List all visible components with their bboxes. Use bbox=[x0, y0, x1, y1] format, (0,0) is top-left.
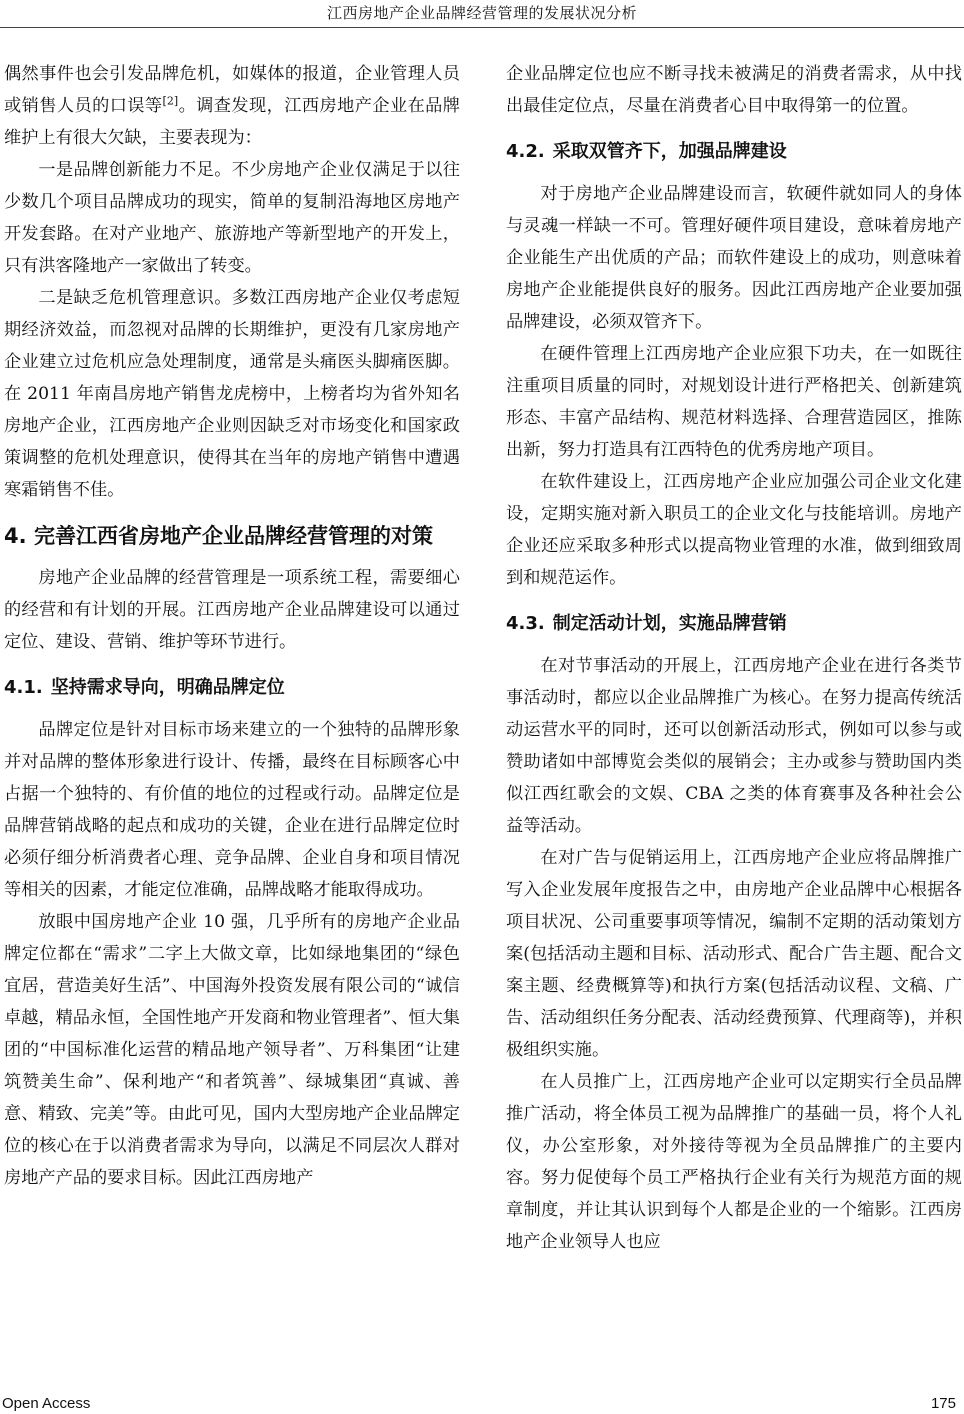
paragraph: 对于房地产企业品牌建设而言，软硬件就如同人的身体与灵魂一样缺一不可。管理好硬件项目建设，意味着房地产企业能生产出优质的产品；而软件建设上的成功，则意味着房地产企业能提供良好的服务。因此江西房地产企业要加强品牌建设，必须双管齐下。 bbox=[506, 184, 962, 332]
paragraph: 偶然事件也会引发品牌危机，如媒体的报道，企业管理人员或销售人员的口误等[2]。调查发现，江西房地产企业在品牌维护上有很大欠缺，主要表现为： bbox=[4, 64, 460, 148]
section-heading-4-2: 4.2. 采取双管齐下，加强品牌建设 bbox=[506, 141, 787, 162]
paragraph: 在硬件管理上江西房地产企业应狠下功夫，在一如既往注重项目质量的同时，对规划设计进行严格把关、创新建筑形态、丰富产品结构、规范材料选择、合理营造园区，推陈出新，努力打造具有江西特色的优秀房地产项目。 bbox=[506, 344, 962, 460]
paragraph: 放眼中国房地产企业 10 强，几乎所有的房地产企业品牌定位都在“需求”二字上大做文章，比如绿地集团的“绿色宜居，营造美好生活”、中国海外投资发展有限公司的“诚信卓越，精品永恒，全国性地产开发商和物业管理者”、恒大集团的“中国标准化运营的精品地产领导者”、万科集团“让建筑赞美生命”、保利地产“和者筑善”、绿城集团“真诚、善意、精致、完美”等。由此可见，国内大型房地产企业品牌定位的核心在于以消费者需求为导向，以满足不同层次人群对房地产产品的要求目标。因此江西房地产 bbox=[4, 912, 460, 1188]
header-rule bbox=[0, 27, 964, 28]
section-heading-4-1: 4.1. 坚持需求导向，明确品牌定位 bbox=[4, 677, 285, 698]
footer-journal: Open Access bbox=[2, 1395, 91, 1412]
footer-page-number: 175 bbox=[930, 1395, 956, 1412]
running-header: 江西房地产企业品牌经营管理的发展状况分析 bbox=[326, 4, 637, 22]
paragraph: 企业品牌定位也应不断寻找未被满足的消费者需求，从中找出最佳定位点，尽量在消费者心目中取得第一的位置。 bbox=[506, 64, 962, 116]
left-column bbox=[4, 58, 460, 1194]
paragraph: 在对节事活动的开展上，江西房地产企业在进行各类节事活动时，都应以企业品牌推广为核心。在努力提高传统活动运营水平的同时，还可以创新活动形式，例如可以参与或赞助诸如中部博览会类似的展销会；主办或参与赞助国内类似江西红歌会的文娱、CBA 之类的体育赛事及各种社会公益等活动。 bbox=[506, 656, 962, 836]
section-heading-4: 4. 完善江西省房地产企业品牌经营管理的对策 bbox=[4, 524, 433, 548]
right-column bbox=[506, 58, 962, 1258]
paragraph: 在对广告与促销运用上，江西房地产企业应将品牌推广写入企业发展年度报告之中，由房地产企业品牌中心根据各项目状况、公司重要事项等情况，编制不定期的活动策划方案(包括活动主题和目标、活动形式、配合广告主题、配合文案主题、经费概算等)和执行方案(包括活动议程、文稿、广告、活动组织任务分配表、活动经费预算、代理商等)，并积极组织实施。 bbox=[506, 848, 962, 1060]
citation-ref[interactable]: [2] bbox=[162, 94, 179, 108]
paragraph: 品牌定位是针对目标市场来建立的一个独特的品牌形象并对品牌的整体形象进行设计、传播，最终在目标顾客心中占据一个独特的、有价值的地位的过程或行动。品牌定位是品牌营销战略的起点和成功的关键，企业在进行品牌定位时必须仔细分析消费者心理、竞争品牌、企业自身和项目情况等相关的因素，才能定位准确，品牌战略才能取得成功。 bbox=[4, 720, 460, 900]
paragraph: 在软件建设上，江西房地产企业应加强公司企业文化建设，定期实施对新入职员工的企业文化与技能培训。房地产企业还应采取多种形式以提高物业管理的水准，做到细致周到和规范运作。 bbox=[506, 472, 962, 588]
paragraph: 一是品牌创新能力不足。不少房地产企业仅满足于以往少数几个项目品牌成功的现实，简单的复制沿海地区房地产开发套路。在对产业地产、旅游地产等新型地产的开发上，只有洪客隆地产一家做出了转变。 bbox=[4, 160, 460, 276]
paragraph: 二是缺乏危机管理意识。多数江西房地产企业仅考虑短期经济效益，而忽视对品牌的长期维护，更没有几家房地产企业建立过危机应急处理制度，通常是头痛医头脚痛医脚。在 2011 年南昌房地产销售龙虎榜中，上榜者均为省外知名房地产企业，江西房地产企业则因缺乏对市场变化和国家政策调整的危机处理意识，使得其在当年的房地产销售中遭遇寒霜销售不佳。 bbox=[4, 288, 460, 500]
paragraph: 房地产企业品牌的经营管理是一项系统工程，需要细心的经营和有计划的开展。江西房地产企业品牌建设可以通过定位、建设、营销、维护等环节进行。 bbox=[4, 568, 460, 652]
section-heading-4-3: 4.3. 制定活动计划，实施品牌营销 bbox=[506, 613, 787, 634]
paragraph: 在人员推广上，江西房地产企业可以定期实行全员品牌推广活动，将全体员工视为品牌推广的基础一员，将个人礼仪，办公室形象，对外接待等视为全员品牌推广的主要内容。努力促使每个员工严格执行企业有关行为规范方面的规章制度，并让其认识到每个人都是企业的一个缩影。江西房地产企业领导人也应 bbox=[506, 1072, 962, 1252]
